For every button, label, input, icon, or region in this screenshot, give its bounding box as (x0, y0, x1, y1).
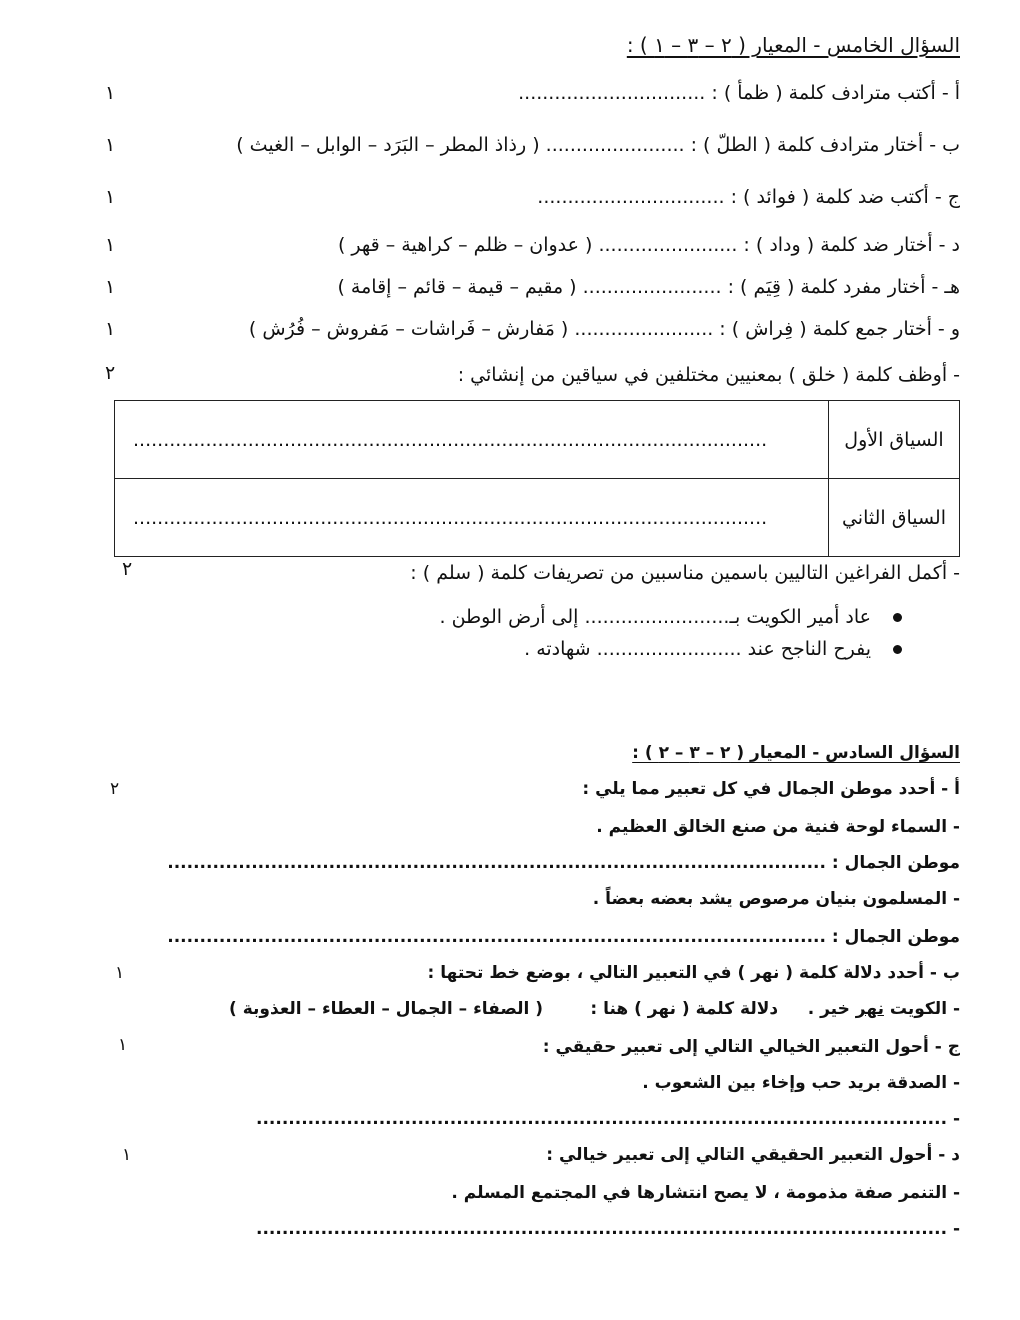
q5-item-e-mark: ١ (105, 276, 116, 298)
q5-bullet-2 (524, 636, 902, 662)
q5-item-g: - أوظف كلمة ( خلق ) بمعنيين مختلفين في سياقين من إنشائي : (457, 364, 960, 386)
q6-item-c1-answer[interactable]: - ........................................................................................................... (256, 1109, 960, 1129)
q5-item-f: و - أختار جمع كلمة ( فِراش ) : ....................... ( مَفارش – فَراشات – مَفروش – فُرُش ) (248, 318, 960, 340)
q6-item-c1: - الصدقة بريد حب وإخاء بين الشعوب . (642, 1073, 960, 1093)
q6-item-a2: - المسلمون بنيان مرصوص يشد بعضه بعضاً . (592, 889, 960, 909)
q5-title: السؤال الخامس - المعيار ( ٢ – ٣ – ١ ) : (626, 33, 960, 57)
q6-item-a-mark: ٢ (110, 779, 120, 799)
q5-item-d: د - أختار ضد كلمة ( وداد ) : ....................... ( عدوان – ظلم – كراهية – قهر ) (337, 234, 960, 256)
q5-item-a: أ - أكتب مترادف كلمة ( ظمأ ) : ............................... (518, 82, 960, 104)
q5-item-f-mark: ١ (105, 318, 116, 340)
bullet-dot-icon (893, 613, 902, 622)
q5-item-c-mark: ١ (105, 186, 116, 208)
q5-bullet-1-text: عاد أمير الكويت بـ........................ إلى أرض الوطن . (439, 606, 871, 628)
context1-answer-field[interactable]: ......................................................................................................... (115, 401, 829, 479)
q6-item-b: ب - أحدد دلالة كلمة ( نهر ) في التعبير التالي ، بوضع خط تحتها : (427, 963, 960, 983)
q6-item-c: ج - أحول التعبير الخيالي التالي إلى تعبير حقيقي : (542, 1037, 960, 1057)
q5-item-g-mark: ٢ (105, 362, 116, 384)
q6-item-b1-prefix: - الكويت (883, 999, 960, 1019)
q6-item-b-mark: ١ (115, 963, 125, 983)
q5-item-a-mark: ١ (105, 82, 116, 104)
q6-item-b1-word: نهر (855, 999, 884, 1019)
bullet-dot-icon (893, 645, 902, 654)
q6-item-d1-answer[interactable]: - ........................................................................................................... (256, 1219, 960, 1239)
q6-item-d1: - التنمر صفة مذمومة ، لا يصح انتشارها في المجتمع المسلم . (451, 1183, 960, 1203)
q6-item-c-mark: ١ (118, 1035, 128, 1055)
q5-item-e: هـ - أختار مفرد كلمة ( قِيَم ) : ....................... ( مقيم – قيمة – قائم – إقامة ) (337, 276, 960, 298)
context2-label: السياق الثاني (829, 479, 960, 557)
context-table (114, 400, 960, 557)
q6-item-b1 (229, 996, 960, 1022)
q5-item-d-mark: ١ (105, 234, 116, 256)
q6-item-a2-answer[interactable]: موطن الجمال : ...................................................................................................... (167, 927, 960, 947)
q5-item-b: ب - أختار مترادف كلمة ( الطلّ ) : ....................... ( رذاذ المطر – البَرَد – الوابل – الغيث ) (236, 134, 960, 156)
context2-answer-field[interactable]: ......................................................................................................... (115, 479, 829, 557)
q5-item-b-mark: ١ (105, 134, 116, 156)
q5-item-h: - أكمل الفراغين التاليين باسمين مناسبين من تصريفات كلمة ( سلم ) : (410, 562, 960, 584)
q5-item-h-mark: ٢ (122, 558, 133, 580)
q6-item-b1-suffix: خير . دلالة كلمة ( نهر ) هنا : ( الصفاء – الجمال – العطاء – العذوبة ) (229, 999, 856, 1019)
q6-item-d: د - أحول التعبير الحقيقي التالي إلى تعبير خيالي : (546, 1145, 960, 1165)
q6-item-a1: - السماء لوحة فنية من صنع الخالق العظيم . (596, 817, 960, 837)
context1-label: السياق الأول (829, 401, 960, 479)
q6-item-d-mark: ١ (122, 1145, 132, 1165)
q6-item-a1-answer[interactable]: موطن الجمال : ...................................................................................................... (167, 853, 960, 873)
q5-bullet-1 (440, 604, 903, 630)
q5-item-c: ج - أكتب ضد كلمة ( فوائد ) : ............................... (537, 186, 960, 208)
q6-title: السؤال السادس - المعيار ( ٢ – ٣ – ٢ ) : (632, 743, 960, 763)
q5-bullet-2-text: يفرح الناجح عند ........................ شهادته . (524, 638, 871, 660)
q6-item-a: أ - أحدد موطن الجمال في كل تعبير مما يلي : (582, 779, 960, 799)
